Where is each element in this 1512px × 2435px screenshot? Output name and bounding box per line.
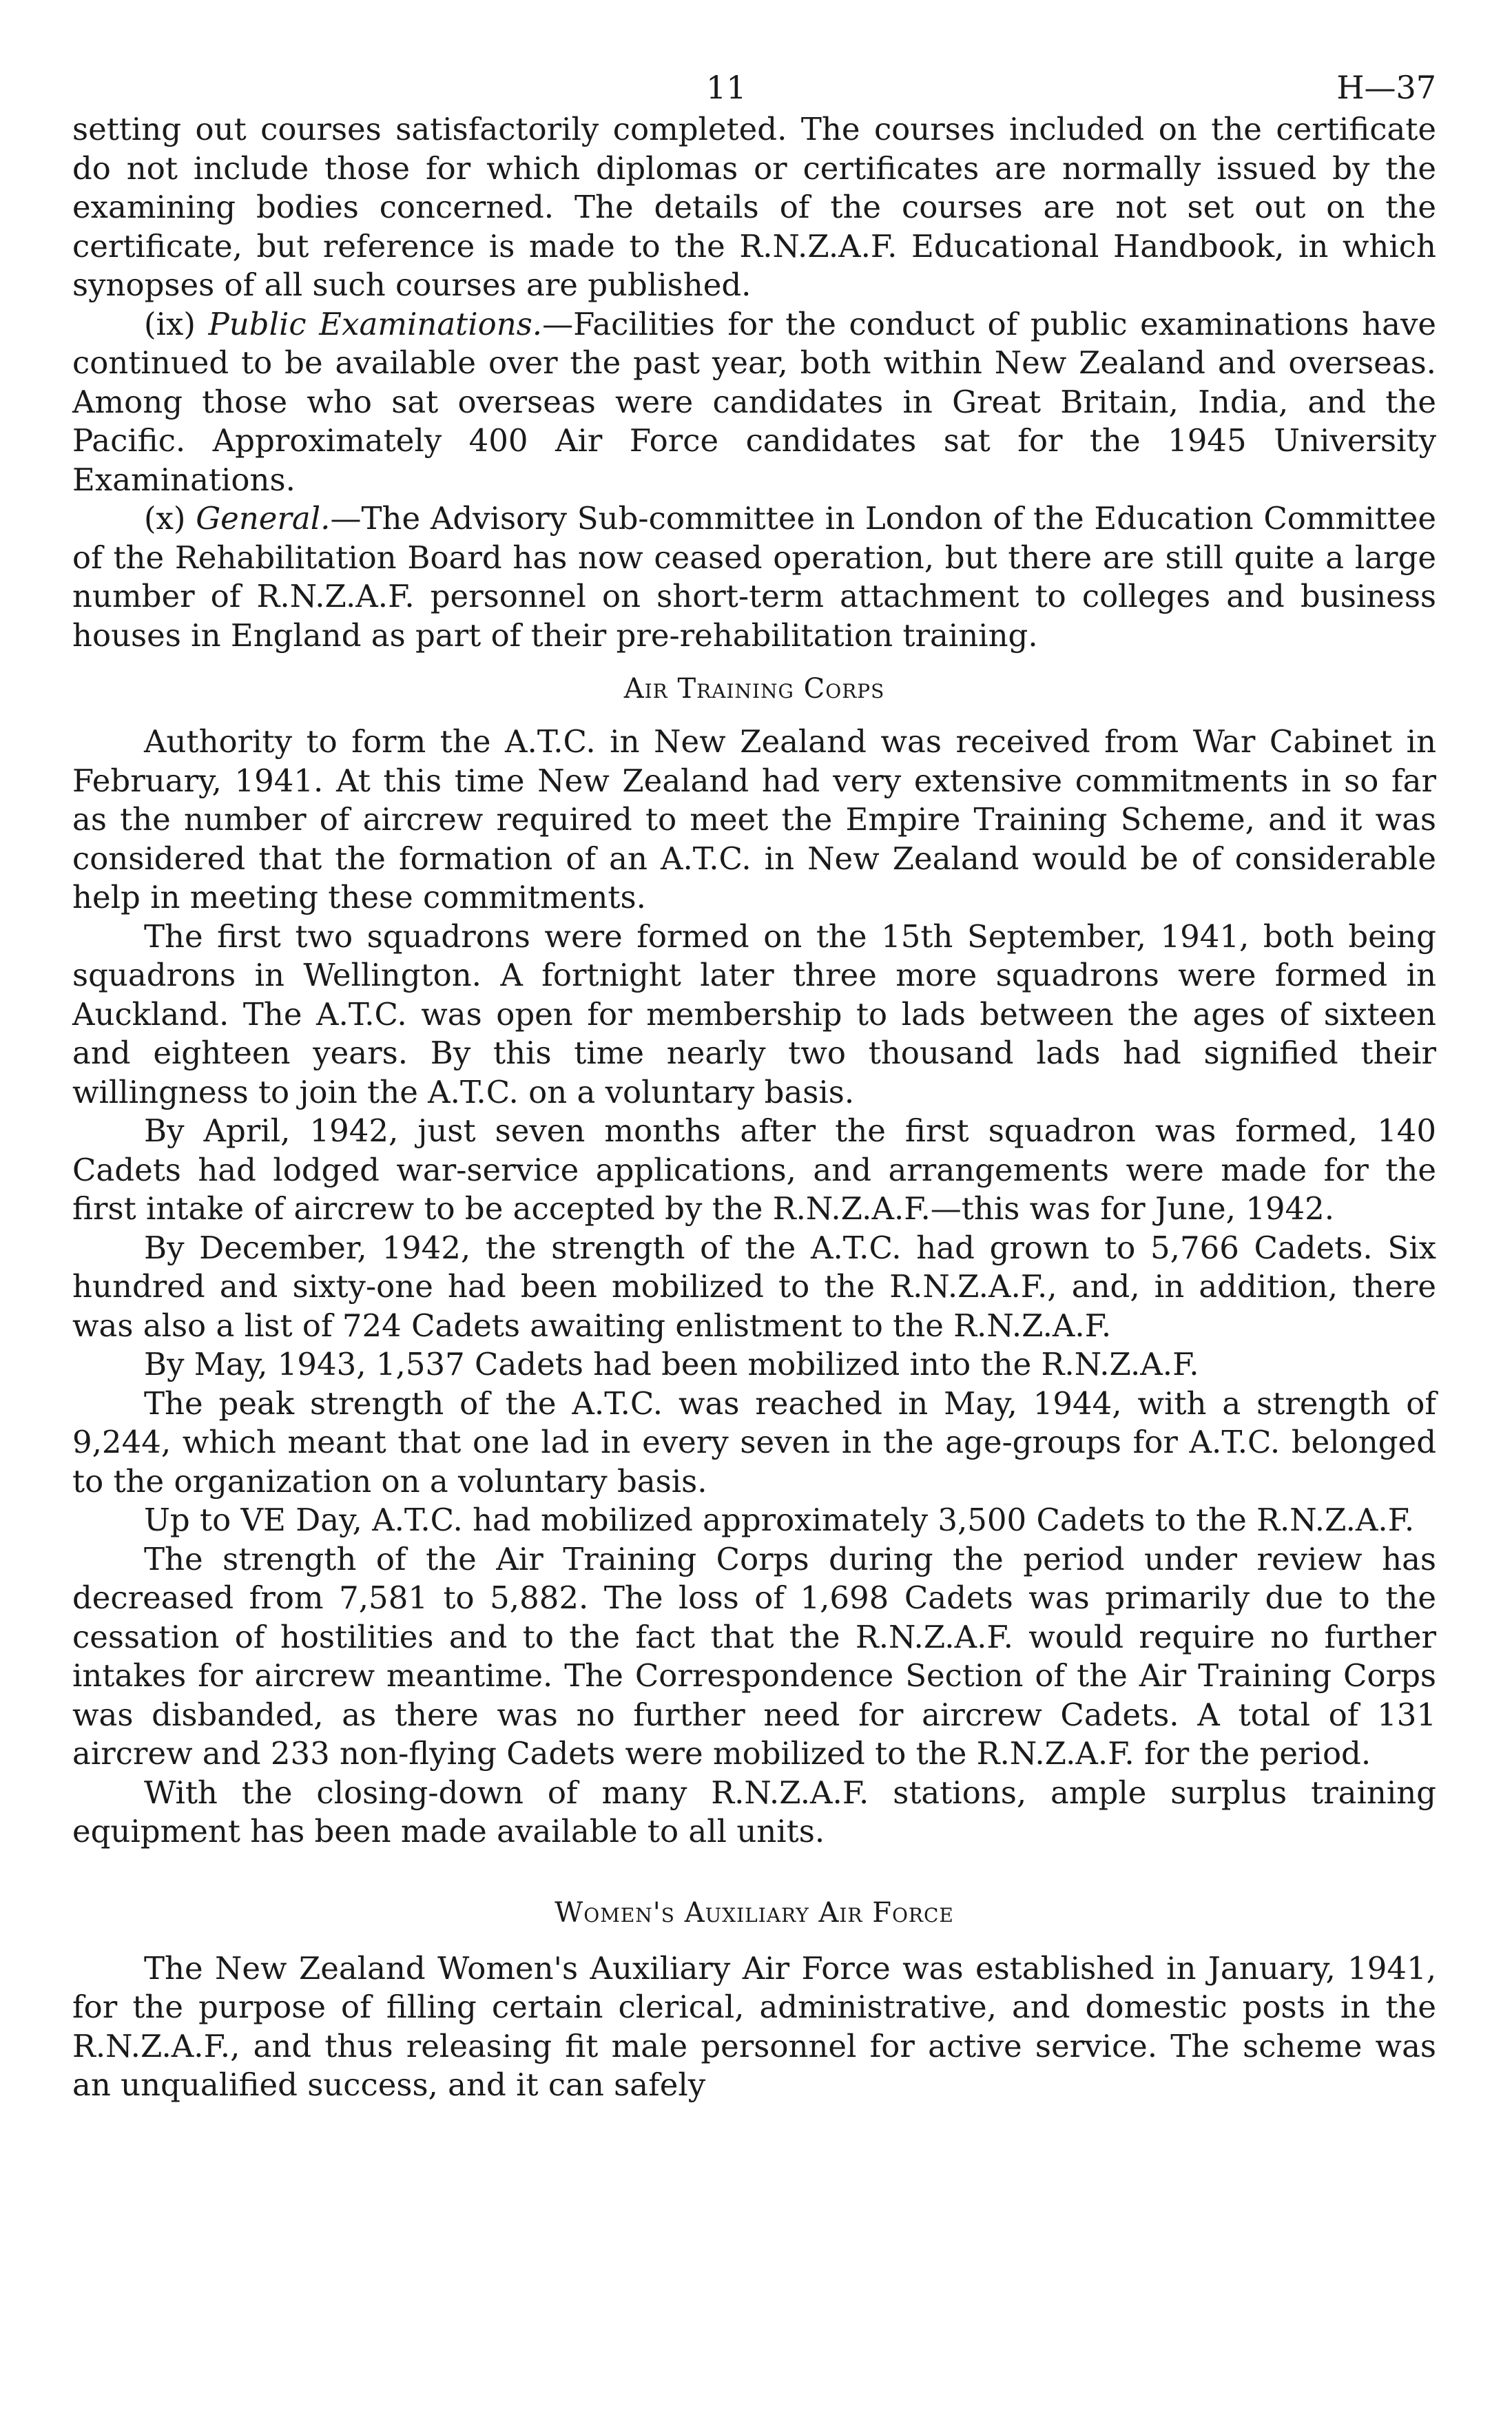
atc-paragraph: The strength of the Air Training Corps during the period under review has decreased from 7,581 to 5,882. The loss of 1,698 Cadets was primarily due to the cessation of hostilities and to the fact that the R.N.Z.A.F. would require no further intakes for aircrew meantime. The Correspondence Section of the Air Training Corps was disbanded, as there was no further need for aircrew Cadets. A total of 131 aircrew and 233 non-flying Cadets were mobilized to the R.N.Z.A.F. for the period. <box>72 1540 1436 1772</box>
section-heading-air-training-corps: Air Training Corps <box>623 673 885 705</box>
education-continuation-paragraph: setting out courses satisfactorily completed. The courses included on the certificate do not include those for which diplomas or certificates are normally issued by the examining bodies concerned. The details of the courses are not set out on the certificate, but reference is made to the R.N.Z.A.F. Educational Handbook, in which synopses of all such courses are published. <box>72 111 1436 303</box>
general-paragraph <box>72 499 1436 655</box>
document-page <box>72 48 1436 2105</box>
public-examinations-paragraph <box>72 305 1436 500</box>
atc-paragraph: With the closing-down of many R.N.Z.A.F. stations, ample surplus training equipment has been made available to all units. <box>72 1774 1436 1849</box>
atc-paragraph: The first two squadrons were formed on the 15th September, 1941, both being squadrons in Wellington. A fortnight later three more squadrons were formed in Auckland. The A.T.C. was open for membership to lads between the ages of sixteen and eighteen years. By this time nearly two thousand lads had signified their willingness to join the A.T.C. on a voluntary basis. <box>72 918 1436 1110</box>
atc-paragraph: Up to VE Day, A.T.C. had mobilized approximately 3,500 Cadets to the R.N.Z.A.F. <box>144 1502 1415 1538</box>
item-text: —The Advisory Sub-committee in London of the Education Committee of the Rehabilitation Board has now ceased operation, but there are still quite a large number of R.N.Z.A.F. personnel on short-term attachment to colleges and business houses in England as part of their pre-rehabilitation training. <box>72 500 1437 654</box>
atc-paragraph: By December, 1942, the strength of the A.T.C. had grown to 5,766 Cadets. Six hundred and sixty-one had been mobilized to the R.N.Z.A.F., and, in addition, there was also a list of 724 Cadets awaiting enlistment to the R.N.Z.A.F. <box>72 1229 1436 1344</box>
page-code: H—37 <box>1336 69 1436 106</box>
atc-paragraph: By May, 1943, 1,537 Cadets had been mobilized into the R.N.Z.A.F. <box>144 1346 1199 1382</box>
page-number: 11 <box>706 69 747 106</box>
item-number: (ix) <box>144 305 209 342</box>
atc-paragraph: The peak strength of the A.T.C. was reached in May, 1944, with a strength of 9,244, which meant that one lad in every seven in the age-groups for A.T.C. belonged to the organization on a voluntary basis. <box>72 1385 1436 1500</box>
item-title: Public Examinations. <box>208 305 543 342</box>
item-number: (x) <box>144 500 196 537</box>
waaf-paragraph: The New Zealand Women's Auxiliary Air Force was established in January, 1941, for the purpose of filling certain clerical, administrative, and domestic posts in the R.N.Z.A.F., and thus releasing fit male personnel for active service. The scheme was an unqualified success, and it can safely <box>72 1949 1436 2103</box>
page-header <box>72 48 1436 110</box>
item-text: —Facilities for the conduct of public examinations have continued to be available over the past year, both within New Zealand and overseas. Among those who sat overseas were candidates in Great Britain, India, and the Pacific. Approximately 400 Air Force candidates sat for the 1945 University Examinations. <box>72 305 1437 498</box>
section-heading-womens-auxiliary-air-force: Women's Auxiliary Air Force <box>555 1896 954 1929</box>
item-title: General. <box>196 500 331 537</box>
atc-paragraph: Authority to form the A.T.C. in New Zealand was received from War Cabinet in February, 1941. At this time New Zealand had very extensive commitments in so far as the number of aircrew required to meet the Empire Training Scheme, and it was considered that the formation of an A.T.C. in New Zealand would be of considerable help in meeting these commitments. <box>72 723 1436 915</box>
atc-paragraph: By April, 1942, just seven months after the first squadron was formed, 140 Cadets had lodged war-service applications, and arrangements were made for the first intake of aircrew to be accepted by the R.N.Z.A.F.—this was for June, 1942. <box>72 1112 1436 1227</box>
